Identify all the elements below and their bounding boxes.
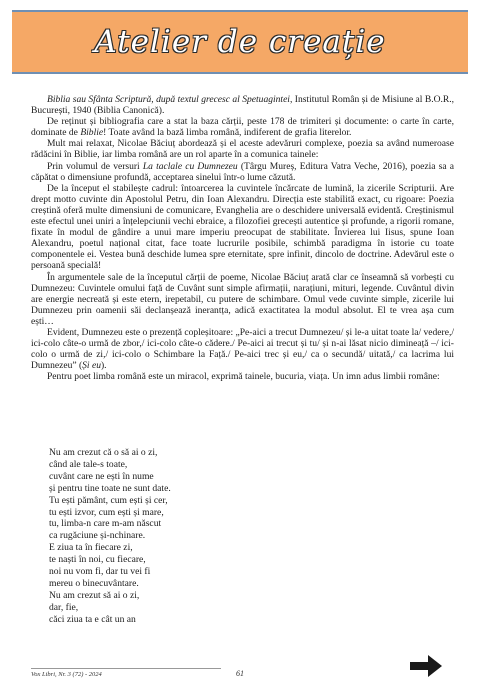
paragraph-8: Pentru poet limba română este un miracol, exprimă tainele, bucuria, viața. Un imn adus limbii române: (47, 371, 440, 383)
poem (49, 447, 269, 626)
paragraph-5: De la început el stabilește cadrul: întoarcerea la cuvintele încărcate de lumină, la zicerile Scripturii. Are drept motto cuvinte din Apostolul Petru, din Ioan Alexandru. Direcția este stabilită exact, cu rigoare: Poezia creștină oferă multe dimensiuni de comunicare, Evanghelia are o deschidere universală evidentă. Creștinismul este efectul unei uniri a înțelepciunii vechi ebraice, a filozofiei grecești autentice și profunde, a rigorii romane, fixate în modul de gândire a unui mare imperiu preocupat de stabilitate. Învierea lui Iisus, spune Ioan Alexandru, poetul național citat, face toate lucrurile posibile, schimbă paradigma în istorie cu toate componentele ei. Vestea bună deschide lumea spre eternitate, spre infinit, dincolo de doctrine. Adevărul este o persoană specială! (31, 182, 454, 272)
paragraph-text: Prin volumul de versuri (47, 160, 143, 172)
poem-line: ca rugăciune și-nchinare. (49, 530, 146, 542)
poem-line: dar, fie, (49, 601, 79, 613)
paragraph-7 (31, 327, 454, 371)
book-title: La taclale cu Dumnezeu (142, 160, 238, 172)
book-title: Biblia sau Sfânta Scriptură, după textul grecesc al Spetuagintei (47, 94, 290, 105)
poem-line: tu ești izvor, cum ești și mare, (49, 506, 164, 518)
paragraph-text: , Institutul Român și de Misiune al B.O.R., București, 1940 (Biblia Canonică). (31, 94, 455, 117)
paragraph-text: ! Toate având la bază limba română, indiferent de grafia literelor. (103, 127, 352, 139)
poem-line: Tu ești pământ, cum ești și cer, (49, 494, 168, 506)
poem-line: Nu am crezut să ai o zi, (49, 589, 140, 601)
paragraph-text: (Târgu Mureș, Editura Vatra Veche, 2016), poezia sa a căpătat o dimensiune profundă, acceptarea sinelui într-o lume căzută. (31, 160, 454, 183)
paragraph-4 (31, 161, 454, 183)
header-banner (12, 10, 468, 74)
poem-line: căci ziua ta e cât un an (49, 613, 136, 625)
paragraph-6: În argumentele sale de la începutul cărții de poeme, Nicolae Băciuț arată clar ce înseamnă să vorbești cu Dumnezeu: Cuvintele omului față de Cuvânt sunt simple afirmații, narațiuni, mituri, legende. Cuvântul divin are energie necreată și este etern, irepetabil, cu putere de schimbare. Omul vede cuvinte simple, zicerile lui Dumnezeu prin oamenii săi declanșează inerantța, adică exactitatea la modul absolut. El te vrea așa cum ești… (31, 271, 454, 327)
poem-line: când ale tale-s toate, (49, 458, 128, 470)
poem-line: noi nu vom fi, dar tu vei fi (49, 566, 151, 578)
paragraph-3: Mult mai relaxat, Nicolae Băciuț abordează și el aceste adevăruri complexe, poezia sa având numeroase rădăcini în Biblie, iar limba română are un rol aparte în a comunica tainele: (31, 138, 454, 161)
emphasis: Biblie (80, 127, 104, 139)
paragraph-text: De reținut și bibliografia care a stat la baza cărții, peste 178 de trimiteri și documente: o carte în carte, dominate de (31, 116, 454, 139)
section-title: Atelier de creație (94, 24, 386, 60)
footer-divider (31, 668, 221, 669)
journal-issue: Vox Libri, Nr. 3 (72) - 2024 (31, 671, 102, 678)
poem-line: te naști în noi, cu fiecare, (49, 554, 146, 566)
page-number: 61 (236, 669, 244, 678)
right-arrow-icon[interactable] (410, 655, 442, 677)
poem-line: Nu am crezut că o să ai o zi, (49, 447, 158, 458)
poem-line: tu, limba-n care m-am născut (49, 518, 162, 530)
paragraph-text: ). (100, 360, 107, 372)
quote-text: Evident, Dumnezeu este o prezență copleșitoare: „Pe-aici a trecut Dumnezeu/ și le-a uitat toate la/ vedere,/ ici-colo câte-o urmă de zbor,/ ici-colo câte-o cădere./ Pe-aici ai trecut și tu/ și n-ai lăsat nicio dimineață –/ ici-colo o urmă de zi,/ ici-colo o Schimbare la Față./ Pe-aici trec și eu,/ ca o secundă/ uitată,/ ca lacrima lui Dumnezeu” ( (31, 326, 454, 372)
paragraph-2 (31, 116, 454, 138)
paragraph-1 (31, 94, 454, 116)
poem-title: Și eu (82, 360, 101, 372)
poem-line: mereu o binecuvântare. (49, 577, 139, 589)
poem-line: și pentru tine toate ne sunt date. (49, 482, 171, 494)
article-body (31, 94, 454, 382)
poem-line: E ziua ta în fiecare zi, (49, 542, 133, 554)
poem-line: cuvânt care ne ești în nume (49, 470, 154, 482)
